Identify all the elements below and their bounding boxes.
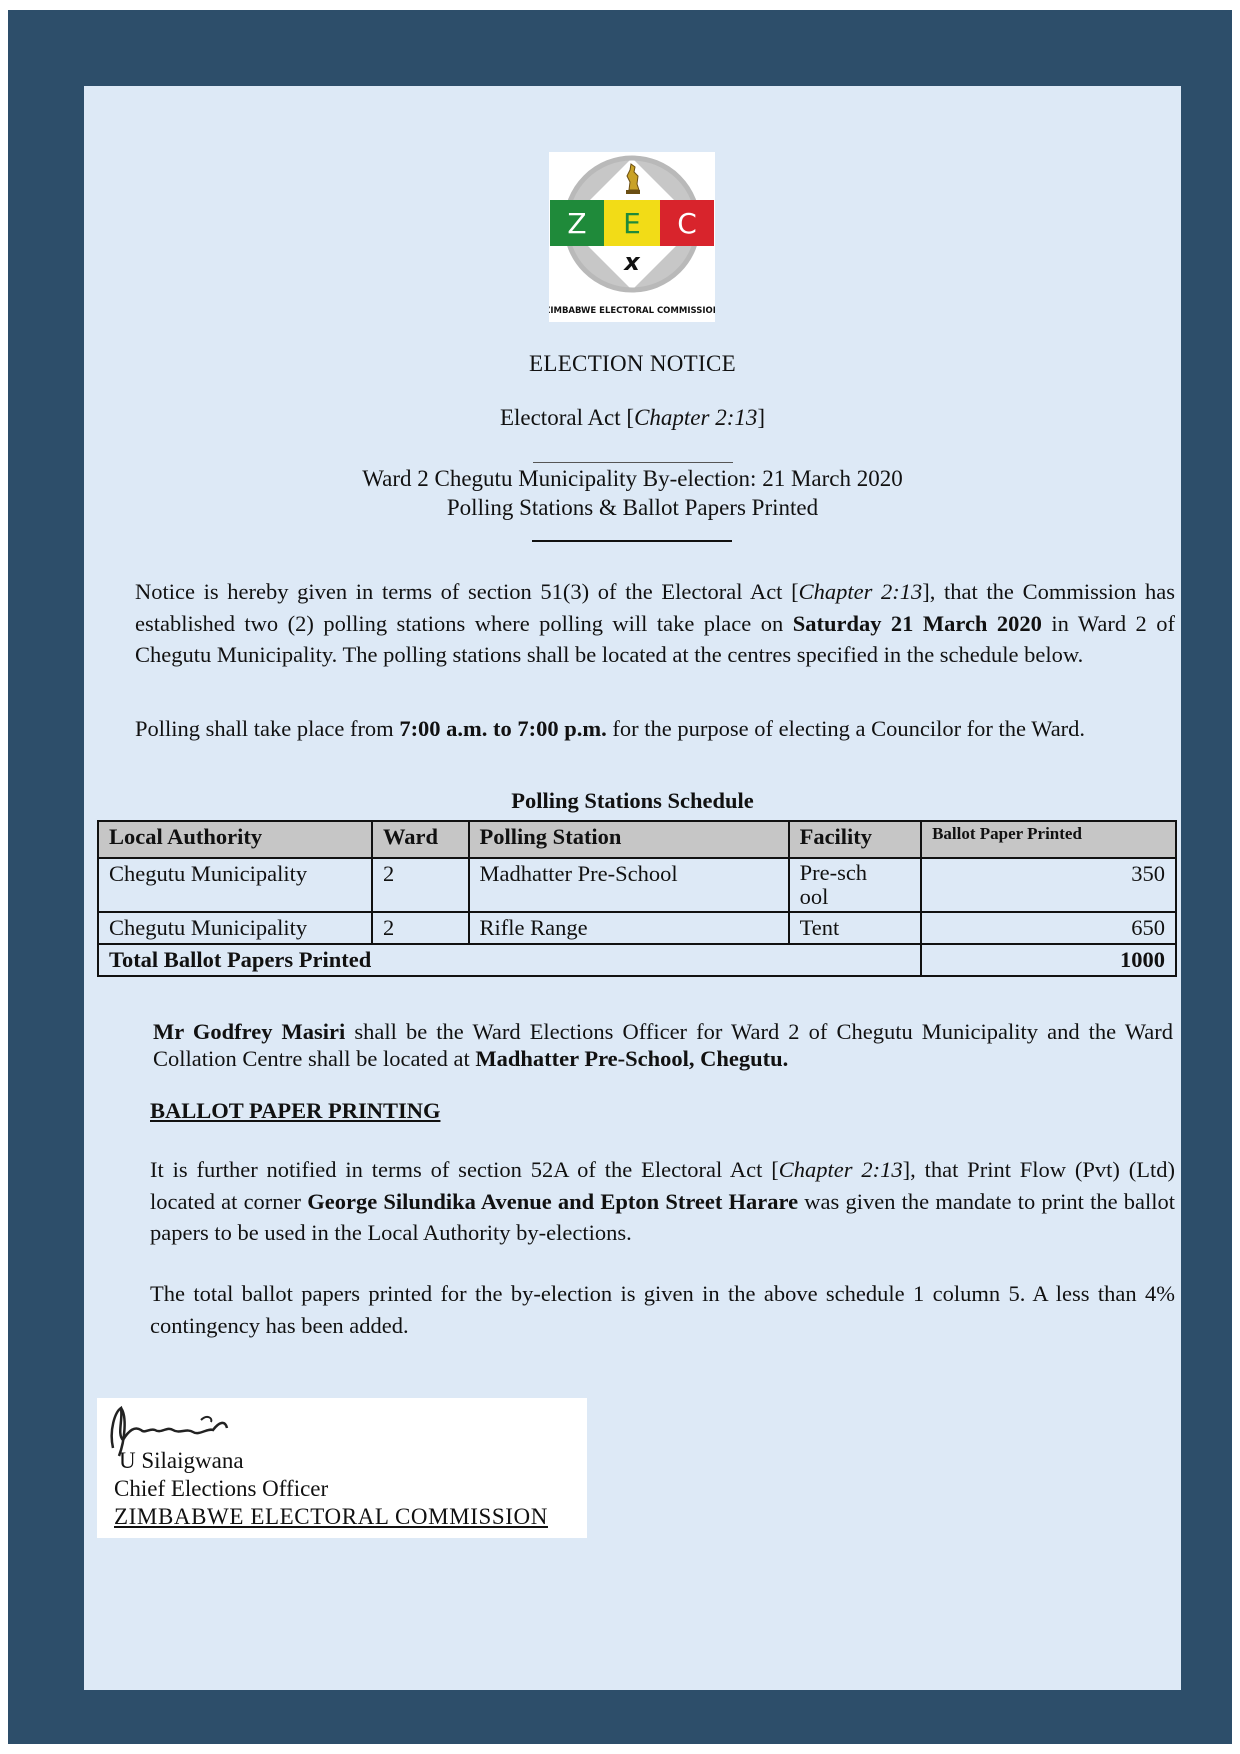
subtitle-line-2: Polling Stations & Ballot Papers Printed bbox=[446, 495, 819, 520]
logo-mark: x bbox=[624, 248, 640, 276]
cell-ballot-count: 650 bbox=[921, 912, 1176, 944]
logo-caption: ZIMBABWE ELECTORAL COMMISSION bbox=[549, 306, 715, 316]
printing-paragraph bbox=[150, 1154, 1175, 1249]
cell-facility: Tent bbox=[789, 912, 922, 944]
notice-page bbox=[84, 86, 1181, 1690]
section-heading: BALLOT PAPER PRINTING bbox=[150, 1098, 441, 1123]
notice-paragraph bbox=[135, 576, 1175, 671]
signatory-name: U Silaigwana bbox=[119, 1448, 244, 1473]
printer-address: George Silundika Avenue and Epton Street Harare bbox=[307, 1188, 799, 1214]
cell-local-authority: Chegutu Municipality bbox=[98, 912, 372, 944]
para2-text-a: Polling shall take place from bbox=[135, 716, 400, 741]
polling-date: Saturday 21 March 2020 bbox=[792, 610, 1042, 636]
para3-text: shall be the Ward Elections Officer for Ward 2 of Chegutu Municipality and the Ward Collation Centre shall be located at bbox=[153, 1019, 1173, 1071]
logo-letter-e: E bbox=[623, 207, 641, 240]
act-suffix: ] bbox=[757, 405, 766, 430]
table-header-row bbox=[98, 821, 1176, 858]
printing-text-b: ], that Print Flow (Pvt) (Ltd) located at corner bbox=[150, 1157, 1176, 1214]
schedule-title: Polling Stations Schedule bbox=[511, 788, 754, 813]
table-total-row bbox=[98, 944, 1176, 976]
act-prefix: Electoral Act [ bbox=[499, 405, 635, 430]
signatory-organisation: ZIMBABWE ELECTORAL COMMISSION bbox=[114, 1504, 548, 1529]
para1-chapter: Chapter 2:13 bbox=[798, 579, 923, 604]
para2-text-b: for the purpose of electing a Councilor for the Ward. bbox=[606, 716, 1086, 741]
zec-logo-graphic bbox=[549, 152, 715, 322]
table-row bbox=[98, 912, 1176, 944]
facility-text: Pre-school bbox=[799, 860, 868, 909]
act-reference bbox=[84, 405, 1181, 431]
total-value: 1000 bbox=[921, 944, 1176, 976]
printing-text-c: was given the mandate to print the ballot papers to be used in the Local Authority by-elections. bbox=[150, 1188, 1175, 1245]
cell-local-authority: Chegutu Municipality bbox=[98, 858, 372, 912]
contingency-paragraph: The total ballot papers printed for the by-election is given in the above schedule 1 column 5. A less than 4% contingency has been added. bbox=[150, 1281, 1175, 1338]
polling-hours-paragraph bbox=[135, 713, 1175, 745]
col-header-polling-station: Polling Station bbox=[469, 821, 789, 858]
logo-letter-c: C bbox=[677, 207, 697, 240]
signatory-title: Chief Elections Officer bbox=[114, 1476, 329, 1501]
para1-text-c: in Ward 2 of Chegutu Municipality. The polling stations shall be located at the centres specified in the schedule below. bbox=[135, 610, 1175, 667]
cell-ballot-count: 350 bbox=[921, 858, 1176, 912]
divider-line bbox=[532, 540, 732, 542]
officer-name: Mr Godfrey Masiri bbox=[153, 1019, 346, 1044]
zec-logo bbox=[549, 152, 715, 322]
notice-subtitle bbox=[84, 464, 1181, 522]
printing-chapter: Chapter 2:13 bbox=[778, 1157, 903, 1182]
cell-ward: 2 bbox=[372, 912, 469, 944]
col-header-local-authority: Local Authority bbox=[98, 821, 372, 858]
logo-letter-z: Z bbox=[567, 207, 587, 240]
subtitle-line-1: Ward 2 Chegutu Municipality By-election: 21 March 2020 bbox=[362, 466, 903, 491]
officer-paragraph bbox=[153, 1018, 1173, 1072]
act-chapter: Chapter 2:13 bbox=[634, 405, 758, 430]
cell-polling-station: Rifle Range bbox=[469, 912, 789, 944]
signature-block bbox=[97, 1398, 587, 1538]
polling-hours: 7:00 a.m. to 7:00 p.m. bbox=[399, 716, 607, 741]
page-frame bbox=[8, 10, 1232, 1744]
table-row bbox=[98, 858, 1176, 912]
cell-polling-station: Madhatter Pre-School bbox=[469, 858, 789, 912]
printing-text-a: It is further notified in terms of section 52A of the Electoral Act [ bbox=[150, 1157, 779, 1182]
notice-title: ELECTION NOTICE bbox=[529, 351, 736, 376]
cell-ward: 2 bbox=[372, 858, 469, 912]
col-header-ballot-paper-printed: Ballot Paper Printed bbox=[921, 821, 1176, 858]
para1-text-a: Notice is hereby given in terms of section 51(3) of the Electoral Act [ bbox=[135, 579, 799, 604]
collation-centre: Madhatter Pre-School, Chegutu. bbox=[475, 1046, 789, 1071]
cell-facility bbox=[789, 858, 922, 912]
polling-stations-table bbox=[97, 820, 1177, 977]
divider-line bbox=[533, 462, 733, 463]
para1-text-b: ], that the Commission has established two (2) polling stations where polling will take place on bbox=[135, 579, 1175, 636]
col-header-ward: Ward bbox=[372, 821, 469, 858]
col-header-facility: Facility bbox=[789, 821, 922, 858]
total-label: Total Ballot Papers Printed bbox=[98, 944, 921, 976]
